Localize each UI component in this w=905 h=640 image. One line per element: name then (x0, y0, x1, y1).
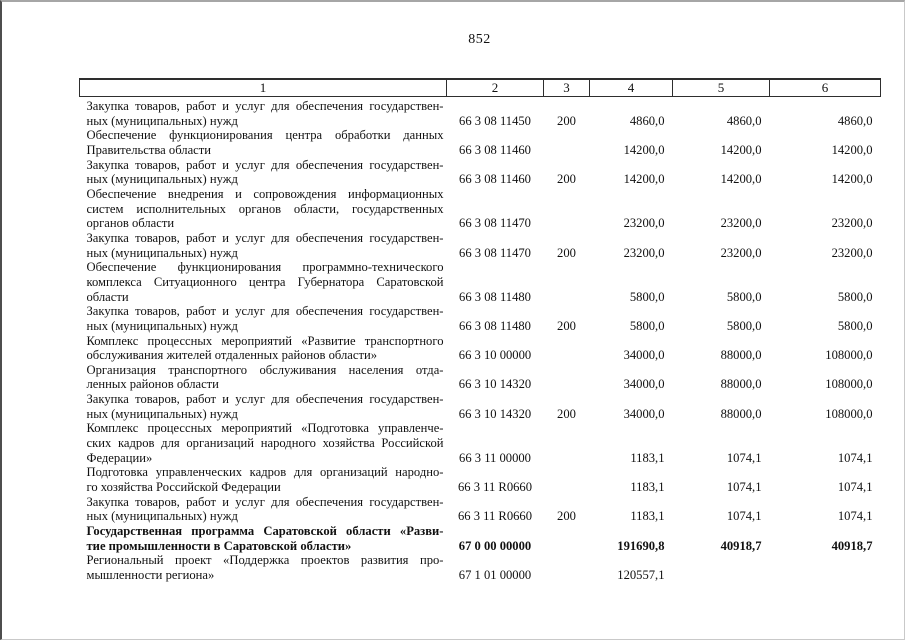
row-amount-col4-cell: 120557,1 (617, 568, 665, 582)
row-amount-col5-cell: 23200,0 (720, 216, 762, 231)
row-name-line: го хозяйства Российской Федерации (86, 480, 281, 495)
budget-table (79, 78, 881, 583)
table-row (80, 304, 881, 333)
row-code-cell: 66 3 11 00000 (459, 450, 531, 465)
row-name-line: Обеспечение внедрения и сопровождения информационных (86, 186, 444, 201)
page-number: 852 (468, 32, 491, 47)
row-amount-col4-cell: 14200,0 (623, 142, 665, 157)
row-amount-col6-cell: 1074,1 (837, 480, 873, 495)
table-row (80, 97, 881, 129)
row-code-cell: 66 3 11 R0660 (457, 480, 533, 495)
row-amount-col5-cell: 88000,0 (720, 406, 762, 421)
row-code-cell: 66 3 08 11470 (459, 216, 531, 231)
row-amount-col4-cell: 1183,1 (630, 450, 665, 465)
row-name-cell (80, 158, 447, 187)
row-expense-type-cell: 200 (557, 509, 576, 524)
row-name-line: области (86, 289, 129, 304)
row-amount-col6-cell (770, 553, 881, 582)
row-name-line: ных (муниципальных) нужд (86, 172, 238, 187)
row-expense-type-cell (544, 465, 590, 494)
row-amount-col5-cell: 23200,0 (720, 245, 762, 260)
table-row (80, 128, 881, 157)
row-expense-type-cell: 200 (557, 172, 576, 187)
row-name-line: ных (муниципальных) нужд (86, 113, 238, 128)
row-name-cell (80, 553, 447, 582)
row-amount-col5-cell: 4860,0 (726, 113, 762, 128)
row-expense-type-cell (544, 363, 590, 392)
row-amount-col6-cell: 1074,1 (837, 450, 873, 465)
row-name-line: ных (муниципальных) нужд (86, 406, 238, 421)
row-amount-col4-cell: 1183,1 (630, 480, 665, 495)
row-name-line: Обеспечение функционирования центра обработки данных (86, 128, 444, 143)
row-name-line: ных (муниципальных) нужд (86, 318, 238, 333)
row-amount-col4-cell: 34000,0 (623, 406, 665, 421)
table-row (80, 260, 881, 304)
row-name-line: Государственная программа Саратовской области «Разви- (86, 524, 444, 539)
row-expense-type-cell: 200 (557, 318, 576, 333)
row-amount-col6-cell: 108000,0 (825, 406, 873, 421)
row-expense-type-cell (544, 260, 590, 304)
header-col-6: 6 (770, 79, 881, 97)
row-name-line: Федерации» (86, 450, 153, 465)
row-name-line: систем исполнительных органов области, государственных (86, 201, 444, 216)
row-name-line: тие промышленности в Саратовской области» (86, 538, 352, 553)
table-row (80, 158, 881, 187)
row-amount-col4-cell: 1183,1 (630, 509, 665, 524)
row-amount-col5-cell: 5800,0 (726, 318, 762, 333)
row-name-cell (80, 363, 447, 392)
row-name-line: Комплекс процессных мероприятий «Подготовка управленче- (86, 421, 444, 436)
row-name-cell (80, 97, 447, 129)
row-expense-type-cell (544, 553, 590, 582)
row-code-cell: 66 3 08 11460 (459, 142, 531, 157)
row-name-line: Закупка товаров, работ и услуг для обеспечения государствен- (86, 304, 444, 319)
row-code-cell: 66 3 08 11480 (459, 289, 531, 304)
table-row (80, 231, 881, 260)
row-amount-col4-cell: 4860,0 (629, 113, 665, 128)
row-name-cell (80, 524, 447, 553)
table-row (80, 187, 881, 231)
row-amount-col6-cell: 5800,0 (837, 289, 873, 304)
row-name-line: Региональный проект «Поддержка проектов развития про- (86, 553, 444, 568)
row-name-cell (80, 304, 447, 333)
row-amount-col4-cell: 23200,0 (623, 216, 665, 231)
row-name-line: обслуживания жителей отдаленных районов области» (86, 348, 378, 363)
table-row (80, 392, 881, 421)
row-amount-col6-cell: 5800,0 (837, 318, 873, 333)
row-name-cell (80, 128, 447, 157)
row-name-cell (80, 421, 447, 465)
row-amount-col6-cell: 108000,0 (825, 377, 873, 392)
row-amount-col4-cell: 34000,0 (623, 348, 665, 363)
row-code-cell: 66 3 10 14320 (458, 377, 532, 392)
table-row (80, 363, 881, 392)
row-amount-col6-cell: 1074,1 (837, 509, 873, 524)
row-amount-col5-cell: 88000,0 (720, 377, 762, 392)
row-name-cell (80, 231, 447, 260)
row-name-line: органов области (86, 216, 175, 231)
table-row (80, 524, 881, 553)
row-name-line: комплекса Ситуационного центра Губернатора Саратовской (86, 274, 444, 289)
table-row (80, 421, 881, 465)
row-expense-type-cell: 200 (557, 245, 576, 260)
header-col-3: 3 (544, 79, 590, 97)
table-header-row (80, 79, 881, 97)
row-amount-col5-cell: 14200,0 (720, 142, 762, 157)
row-name-line: Комплекс процессных мероприятий «Развитие транспортного (86, 333, 444, 348)
row-code-cell: 66 3 10 00000 (458, 348, 532, 363)
row-amount-col6-cell: 40918,7 (831, 538, 873, 553)
header-col-2: 2 (447, 79, 544, 97)
row-name-line: Закупка товаров, работ и услуг для обеспечения государствен- (86, 157, 444, 172)
table-row (80, 495, 881, 524)
row-amount-col5-cell: 5800,0 (726, 289, 762, 304)
row-amount-col5-cell: 40918,7 (720, 538, 762, 553)
row-name-line: ских кадров для организаций народного хозяйства Российской (86, 436, 444, 451)
row-name-line: Организация транспортного обслуживания населения отда- (86, 362, 444, 377)
row-amount-col6-cell: 14200,0 (831, 142, 873, 157)
row-name-line: Закупка товаров, работ и услуг для обеспечения государствен- (86, 494, 444, 509)
row-name-line: Правительства области (86, 142, 211, 157)
row-name-line: ных (муниципальных) нужд (86, 245, 238, 260)
row-code-cell: 67 0 00 00000 (458, 538, 532, 553)
row-name-cell (80, 260, 447, 304)
row-name-cell (80, 465, 447, 494)
row-name-line: Закупка товаров, работ и услуг для обеспечения государствен- (86, 392, 444, 407)
row-code-cell: 66 3 10 14320 (458, 406, 532, 421)
row-name-line: мышленности региона» (86, 568, 215, 582)
row-expense-type-cell (544, 128, 590, 157)
header-col-1: 1 (80, 79, 447, 97)
row-name-line: ленных районов области (86, 377, 219, 392)
row-amount-col5-cell (673, 553, 770, 582)
row-code-cell: 66 3 08 11460 (459, 172, 531, 187)
row-amount-col6-cell: 108000,0 (825, 348, 873, 363)
row-amount-col5-cell: 88000,0 (720, 348, 762, 363)
row-amount-col5-cell: 1074,1 (726, 450, 762, 465)
row-expense-type-cell: 200 (557, 406, 576, 421)
table-row (80, 465, 881, 494)
row-amount-col6-cell: 23200,0 (831, 216, 873, 231)
row-name-line: Подготовка управленческих кадров для организаций народно- (86, 465, 444, 480)
row-amount-col6-cell: 4860,0 (837, 113, 873, 128)
table-header (80, 79, 881, 97)
row-name-cell (80, 187, 447, 231)
row-expense-type-cell: 200 (557, 113, 576, 128)
row-name-line: Обеспечение функционирования программно-технического (86, 260, 444, 275)
row-amount-col4-cell: 5800,0 (629, 289, 665, 304)
row-code-cell: 66 3 08 11450 (459, 113, 531, 128)
row-amount-col4-cell: 34000,0 (623, 377, 665, 392)
row-amount-col4-cell: 23200,0 (623, 245, 665, 260)
row-code-cell: 66 3 11 R0660 (457, 509, 533, 524)
row-amount-col5-cell: 1074,1 (726, 480, 762, 495)
row-name-cell (80, 495, 447, 524)
row-code-cell: 67 1 01 00000 (458, 568, 532, 582)
table-row (80, 553, 881, 582)
row-amount-col5-cell: 1074,1 (726, 509, 762, 524)
row-amount-col6-cell: 14200,0 (831, 172, 873, 187)
row-expense-type-cell (544, 334, 590, 363)
row-name-line: Закупка товаров, работ и услуг для обеспечения государствен- (86, 99, 444, 113)
table-body (80, 97, 881, 583)
row-amount-col4-cell: 5800,0 (629, 318, 665, 333)
row-amount-col5-cell: 14200,0 (720, 172, 762, 187)
header-col-4: 4 (590, 79, 673, 97)
row-name-cell (80, 392, 447, 421)
row-expense-type-cell (544, 187, 590, 231)
row-name-line: Закупка товаров, работ и услуг для обеспечения государствен- (86, 230, 444, 245)
header-col-5: 5 (673, 79, 770, 97)
row-code-cell: 66 3 08 11480 (459, 318, 531, 333)
row-name-line: ных (муниципальных) нужд (86, 509, 238, 524)
row-amount-col6-cell: 23200,0 (831, 245, 873, 260)
row-amount-col4-cell: 14200,0 (623, 172, 665, 187)
row-amount-col4-cell: 191690,8 (617, 538, 665, 553)
row-code-cell: 66 3 08 11470 (459, 245, 531, 260)
row-name-cell (80, 334, 447, 363)
table-row (80, 334, 881, 363)
row-expense-type-cell (544, 524, 590, 553)
row-expense-type-cell (544, 421, 590, 465)
